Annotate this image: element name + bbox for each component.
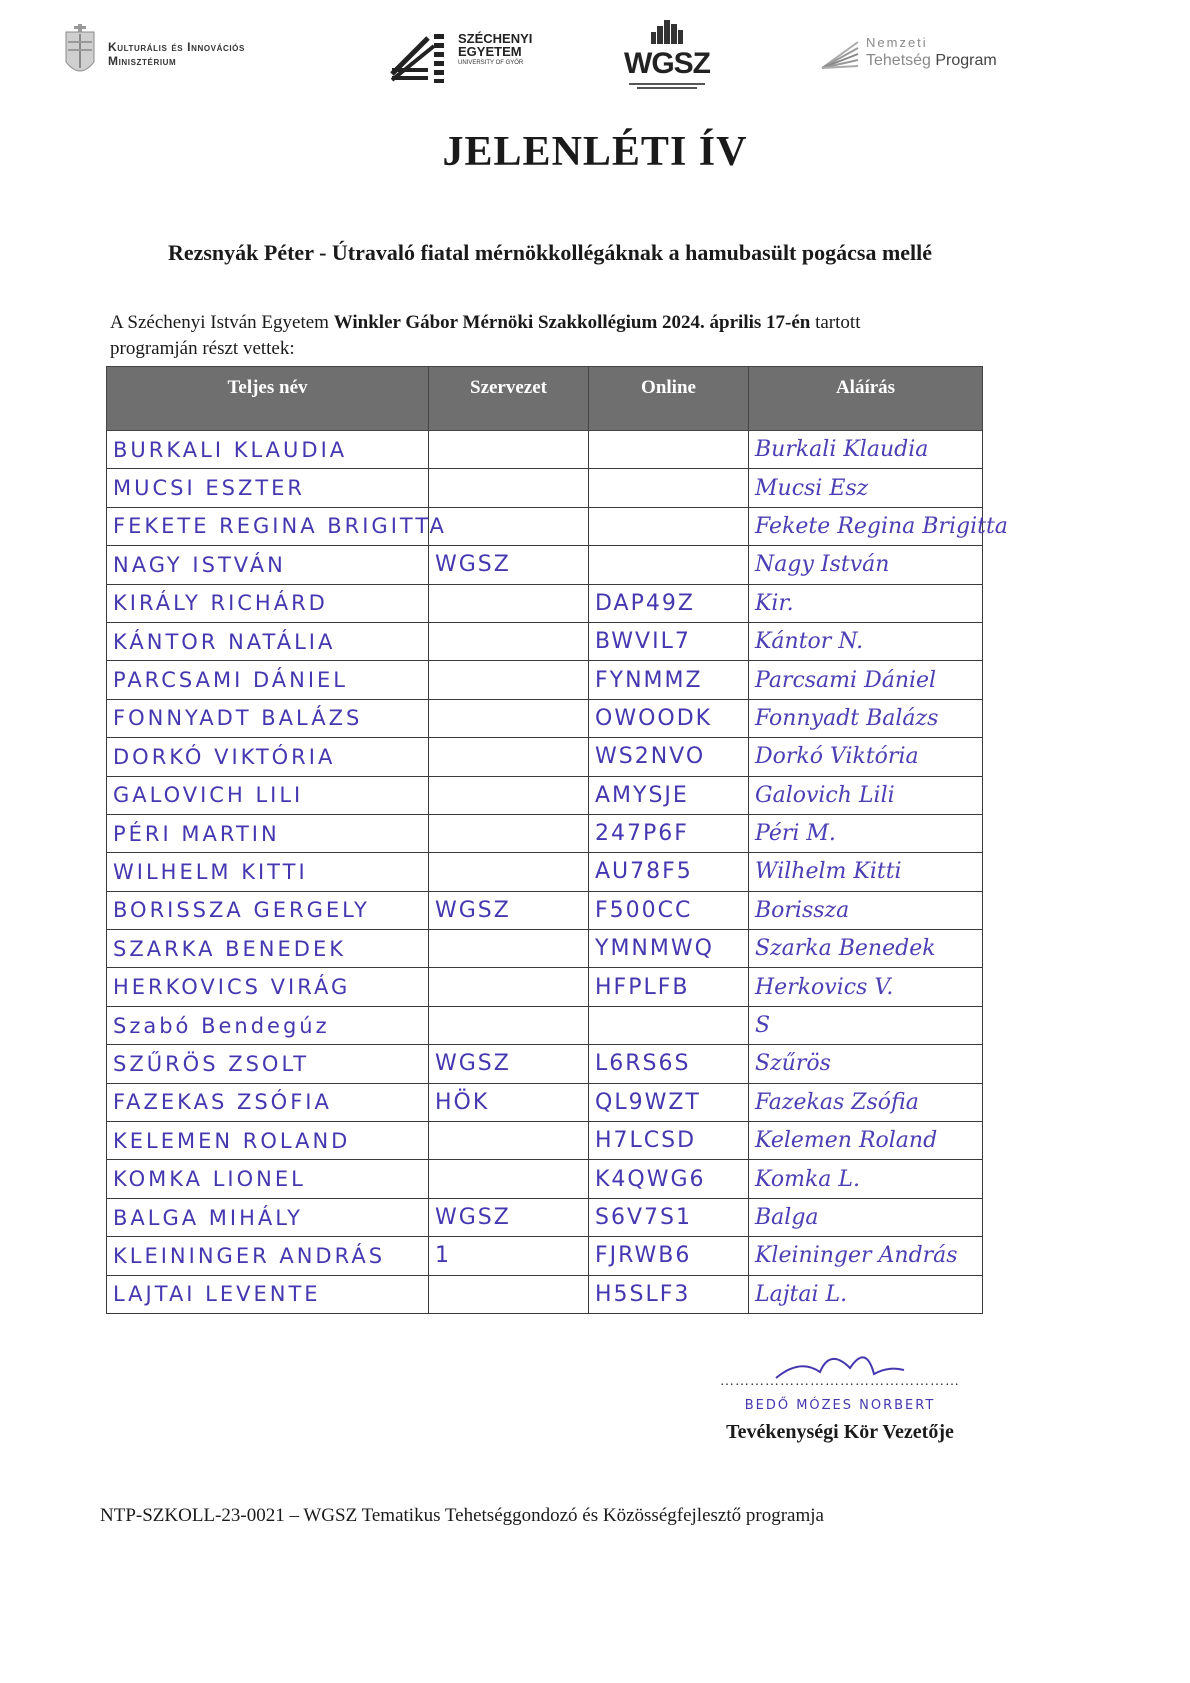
table-row	[107, 699, 983, 737]
online-code-cell	[589, 469, 749, 507]
event-title: Rezsnyák Péter - Útravaló fiatal mérnökkollégáknak a hamubasült pogácsa mellé	[167, 240, 933, 265]
attendee-name-cell: FEKETE REGINA BRIGITTA	[107, 507, 429, 545]
header-logos	[0, 18, 1190, 98]
intro-part2: tartott programján részt vettek:	[110, 312, 861, 359]
online-code-cell: S6V7S1	[589, 1198, 749, 1236]
attendee-name-cell: KLEININGER ANDRÁS	[107, 1237, 429, 1275]
attendee-name-cell: KOMKA LIONEL	[107, 1160, 429, 1198]
organization-cell	[429, 1006, 589, 1044]
intro-text	[110, 310, 950, 362]
ministry-name-line1: Kulturális és Innovációs	[108, 40, 245, 54]
footer-program-id: NTP-SZKOLL-23-0021 – WGSZ Tematikus Tehetséggondozó és Közösségfejlesztő programja	[100, 1505, 824, 1526]
organization-cell	[429, 853, 589, 891]
table-row	[107, 584, 983, 622]
signature-cell: Parcsami Dániel	[749, 661, 983, 699]
attendee-name-cell: MUCSI ESZTER	[107, 469, 429, 507]
signature-cell: Borissza	[749, 891, 983, 929]
organization-cell	[429, 968, 589, 1006]
signature-cell: Herkovics V.	[749, 968, 983, 1006]
signature-cell: Wilhelm Kitti	[749, 853, 983, 891]
szechenyi-logo	[390, 22, 560, 92]
ministry-name-line2: Minisztérium	[108, 54, 177, 68]
online-code-cell: QL9WZT	[589, 1083, 749, 1121]
attendee-name-cell: DORKÓ VIKTÓRIA	[107, 738, 429, 776]
attendee-name-cell: BORISSZA GERGELY	[107, 891, 429, 929]
table-row	[107, 1237, 983, 1275]
attendee-name-cell: LAJTAI LEVENTE	[107, 1275, 429, 1313]
signature-cell: Dorkó Viktória	[749, 738, 983, 776]
online-code-cell: F500CC	[589, 891, 749, 929]
organization-cell: HÖK	[429, 1083, 589, 1121]
table-row	[107, 1006, 983, 1044]
signature-cell: Lajtai L.	[749, 1275, 983, 1313]
signature-cell: Fekete Regina Brigitta	[749, 507, 983, 545]
table-row	[107, 968, 983, 1006]
attendee-name-cell: PARCSAMI DÁNIEL	[107, 661, 429, 699]
wgsz-logo	[624, 18, 710, 98]
online-code-cell: OWOODK	[589, 699, 749, 737]
organization-cell	[429, 814, 589, 852]
attendee-name-cell: FONNYADT BALÁZS	[107, 699, 429, 737]
attendee-name-cell: FAZEKAS ZSÓFIA	[107, 1083, 429, 1121]
table-row	[107, 853, 983, 891]
signature-cell: Fonnyadt Balázs	[749, 699, 983, 737]
signature-cell: Kleininger András	[749, 1237, 983, 1275]
attendee-name-cell: KELEMEN ROLAND	[107, 1122, 429, 1160]
signature-cell: Balga	[749, 1198, 983, 1236]
sze-name-line3: UNIVERSITY OF GYŐR	[458, 60, 524, 66]
ntp-name-line1: Nemzeti	[866, 35, 928, 50]
attendee-name-cell: SZŰRÖS ZSOLT	[107, 1045, 429, 1083]
header-full-name: Teljes név	[107, 367, 429, 431]
attendee-name-cell: SZARKA BENEDEK	[107, 930, 429, 968]
online-code-cell: K4QWG6	[589, 1160, 749, 1198]
intro-part1: A Széchenyi István Egyetem	[110, 312, 334, 333]
attendee-name-cell: HERKOVICS VIRÁG	[107, 968, 429, 1006]
signature-cell: Kántor N.	[749, 622, 983, 660]
leader-handwritten-name: BEDŐ MÓZES NORBERT	[744, 1398, 936, 1413]
leader-role: Tevékenységi Kör Vezetője	[726, 1421, 954, 1443]
online-code-cell: L6RS6S	[589, 1045, 749, 1083]
online-code-cell: DAP49Z	[589, 584, 749, 622]
organization-cell	[429, 699, 589, 737]
signature-line: …………………………………………	[720, 1374, 960, 1389]
intro-bold: Winkler Gábor Mérnöki Szakkollégium 2024. április 17-én	[333, 312, 811, 333]
attendee-name-cell: NAGY ISTVÁN	[107, 546, 429, 584]
online-code-cell: AU78F5	[589, 853, 749, 891]
online-code-cell	[589, 507, 749, 545]
organization-cell	[429, 469, 589, 507]
attendance-table	[106, 366, 1008, 1314]
table-body	[107, 431, 1008, 1314]
table-row	[107, 776, 983, 814]
table-row	[107, 431, 983, 469]
organization-cell	[429, 431, 589, 469]
organization-cell	[429, 1122, 589, 1160]
attendee-name-cell: Szabó Bendegúz	[107, 1006, 429, 1044]
online-code-cell: H5SLF3	[589, 1275, 749, 1313]
document-title: JELENLÉTI ÍV	[442, 129, 748, 175]
ntp-logo	[820, 32, 1020, 82]
header-signature: Aláírás	[749, 367, 983, 431]
organization-cell	[429, 1275, 589, 1313]
signature-cell: Galovich Lili	[749, 776, 983, 814]
attendee-name-cell: WILHELM KITTI	[107, 853, 429, 891]
organization-cell	[429, 661, 589, 699]
table-row	[107, 622, 983, 660]
wgsz-tower-icon	[649, 18, 685, 44]
signature-cell: S	[749, 1006, 983, 1044]
table-row	[107, 738, 983, 776]
online-code-cell: BWVIL7	[589, 622, 749, 660]
signature-cell: Péri M.	[749, 814, 983, 852]
organization-cell	[429, 1160, 589, 1198]
table-row	[107, 1045, 983, 1083]
header-online: Online	[589, 367, 749, 431]
online-code-cell: FYNMMZ	[589, 661, 749, 699]
organization-cell: WGSZ	[429, 1198, 589, 1236]
ntp-name-word-program: Program	[930, 52, 997, 69]
table-row	[107, 546, 983, 584]
wgsz-wordmark: WGSZ	[624, 47, 710, 80]
signature-cell: Kir.	[749, 584, 983, 622]
online-code-cell: HFPLFB	[589, 968, 749, 1006]
table-row	[107, 507, 983, 545]
table-row	[107, 661, 983, 699]
signature-cell: Burkali Klaudia	[749, 431, 983, 469]
sze-name-line1: SZÉCHENYI	[458, 31, 533, 46]
online-code-cell	[589, 1006, 749, 1044]
attendee-name-cell: PÉRI MARTIN	[107, 814, 429, 852]
organization-cell: 1	[429, 1237, 589, 1275]
table-row	[107, 814, 983, 852]
online-code-cell: YMNMWQ	[589, 930, 749, 968]
leader-signature-scrawl	[770, 1338, 910, 1388]
organization-cell	[429, 584, 589, 622]
table-row	[107, 469, 983, 507]
online-code-cell: FJRWB6	[589, 1237, 749, 1275]
online-code-cell	[589, 546, 749, 584]
attendee-name-cell: GALOVICH LILI	[107, 776, 429, 814]
signature-cell: Komka L.	[749, 1160, 983, 1198]
organization-cell	[429, 930, 589, 968]
signature-cell: Szarka Benedek	[749, 930, 983, 968]
table-row	[107, 1122, 983, 1160]
attendee-name-cell: BALGA MIHÁLY	[107, 1198, 429, 1236]
wgsz-tagline-icon	[627, 82, 707, 92]
signature-cell: Fazekas Zsófia	[749, 1083, 983, 1121]
table-row	[107, 930, 983, 968]
signature-cell: Kelemen Roland	[749, 1122, 983, 1160]
attendee-name-cell: KÁNTOR NATÁLIA	[107, 622, 429, 660]
signature-cell: Mucsi Esz	[749, 469, 983, 507]
szechenyi-mark-icon	[390, 28, 448, 84]
online-code-cell: 247P6F	[589, 814, 749, 852]
online-code-cell: H7LCSD	[589, 1122, 749, 1160]
signature-cell: Nagy István	[749, 546, 983, 584]
organization-cell: WGSZ	[429, 891, 589, 929]
ntp-fan-icon	[820, 38, 860, 72]
online-code-cell	[589, 431, 749, 469]
table-row	[107, 891, 983, 929]
attendee-name-cell: KIRÁLY RICHÁRD	[107, 584, 429, 622]
table-row	[107, 1198, 983, 1236]
ministry-logo	[62, 18, 302, 88]
table-row	[107, 1275, 983, 1313]
organization-cell	[429, 738, 589, 776]
coat-of-arms-icon	[62, 18, 98, 84]
table-row	[107, 1083, 983, 1121]
leader-signature-block	[690, 1374, 990, 1444]
online-code-cell: WS2NVO	[589, 738, 749, 776]
header-organization: Szervezet	[429, 367, 589, 431]
table-header-row	[107, 367, 983, 431]
table-row	[107, 1160, 983, 1198]
signature-cell: Szűrös	[749, 1045, 983, 1083]
organization-cell: WGSZ	[429, 546, 589, 584]
sze-name-line2: EGYETEM	[458, 44, 522, 59]
online-code-cell: AMYSJE	[589, 776, 749, 814]
ntp-name-word-tehetseg: Tehetség	[866, 52, 931, 69]
organization-cell	[429, 507, 589, 545]
organization-cell: WGSZ	[429, 1045, 589, 1083]
organization-cell	[429, 776, 589, 814]
organization-cell	[429, 622, 589, 660]
attendee-name-cell: BURKALI KLAUDIA	[107, 431, 429, 469]
